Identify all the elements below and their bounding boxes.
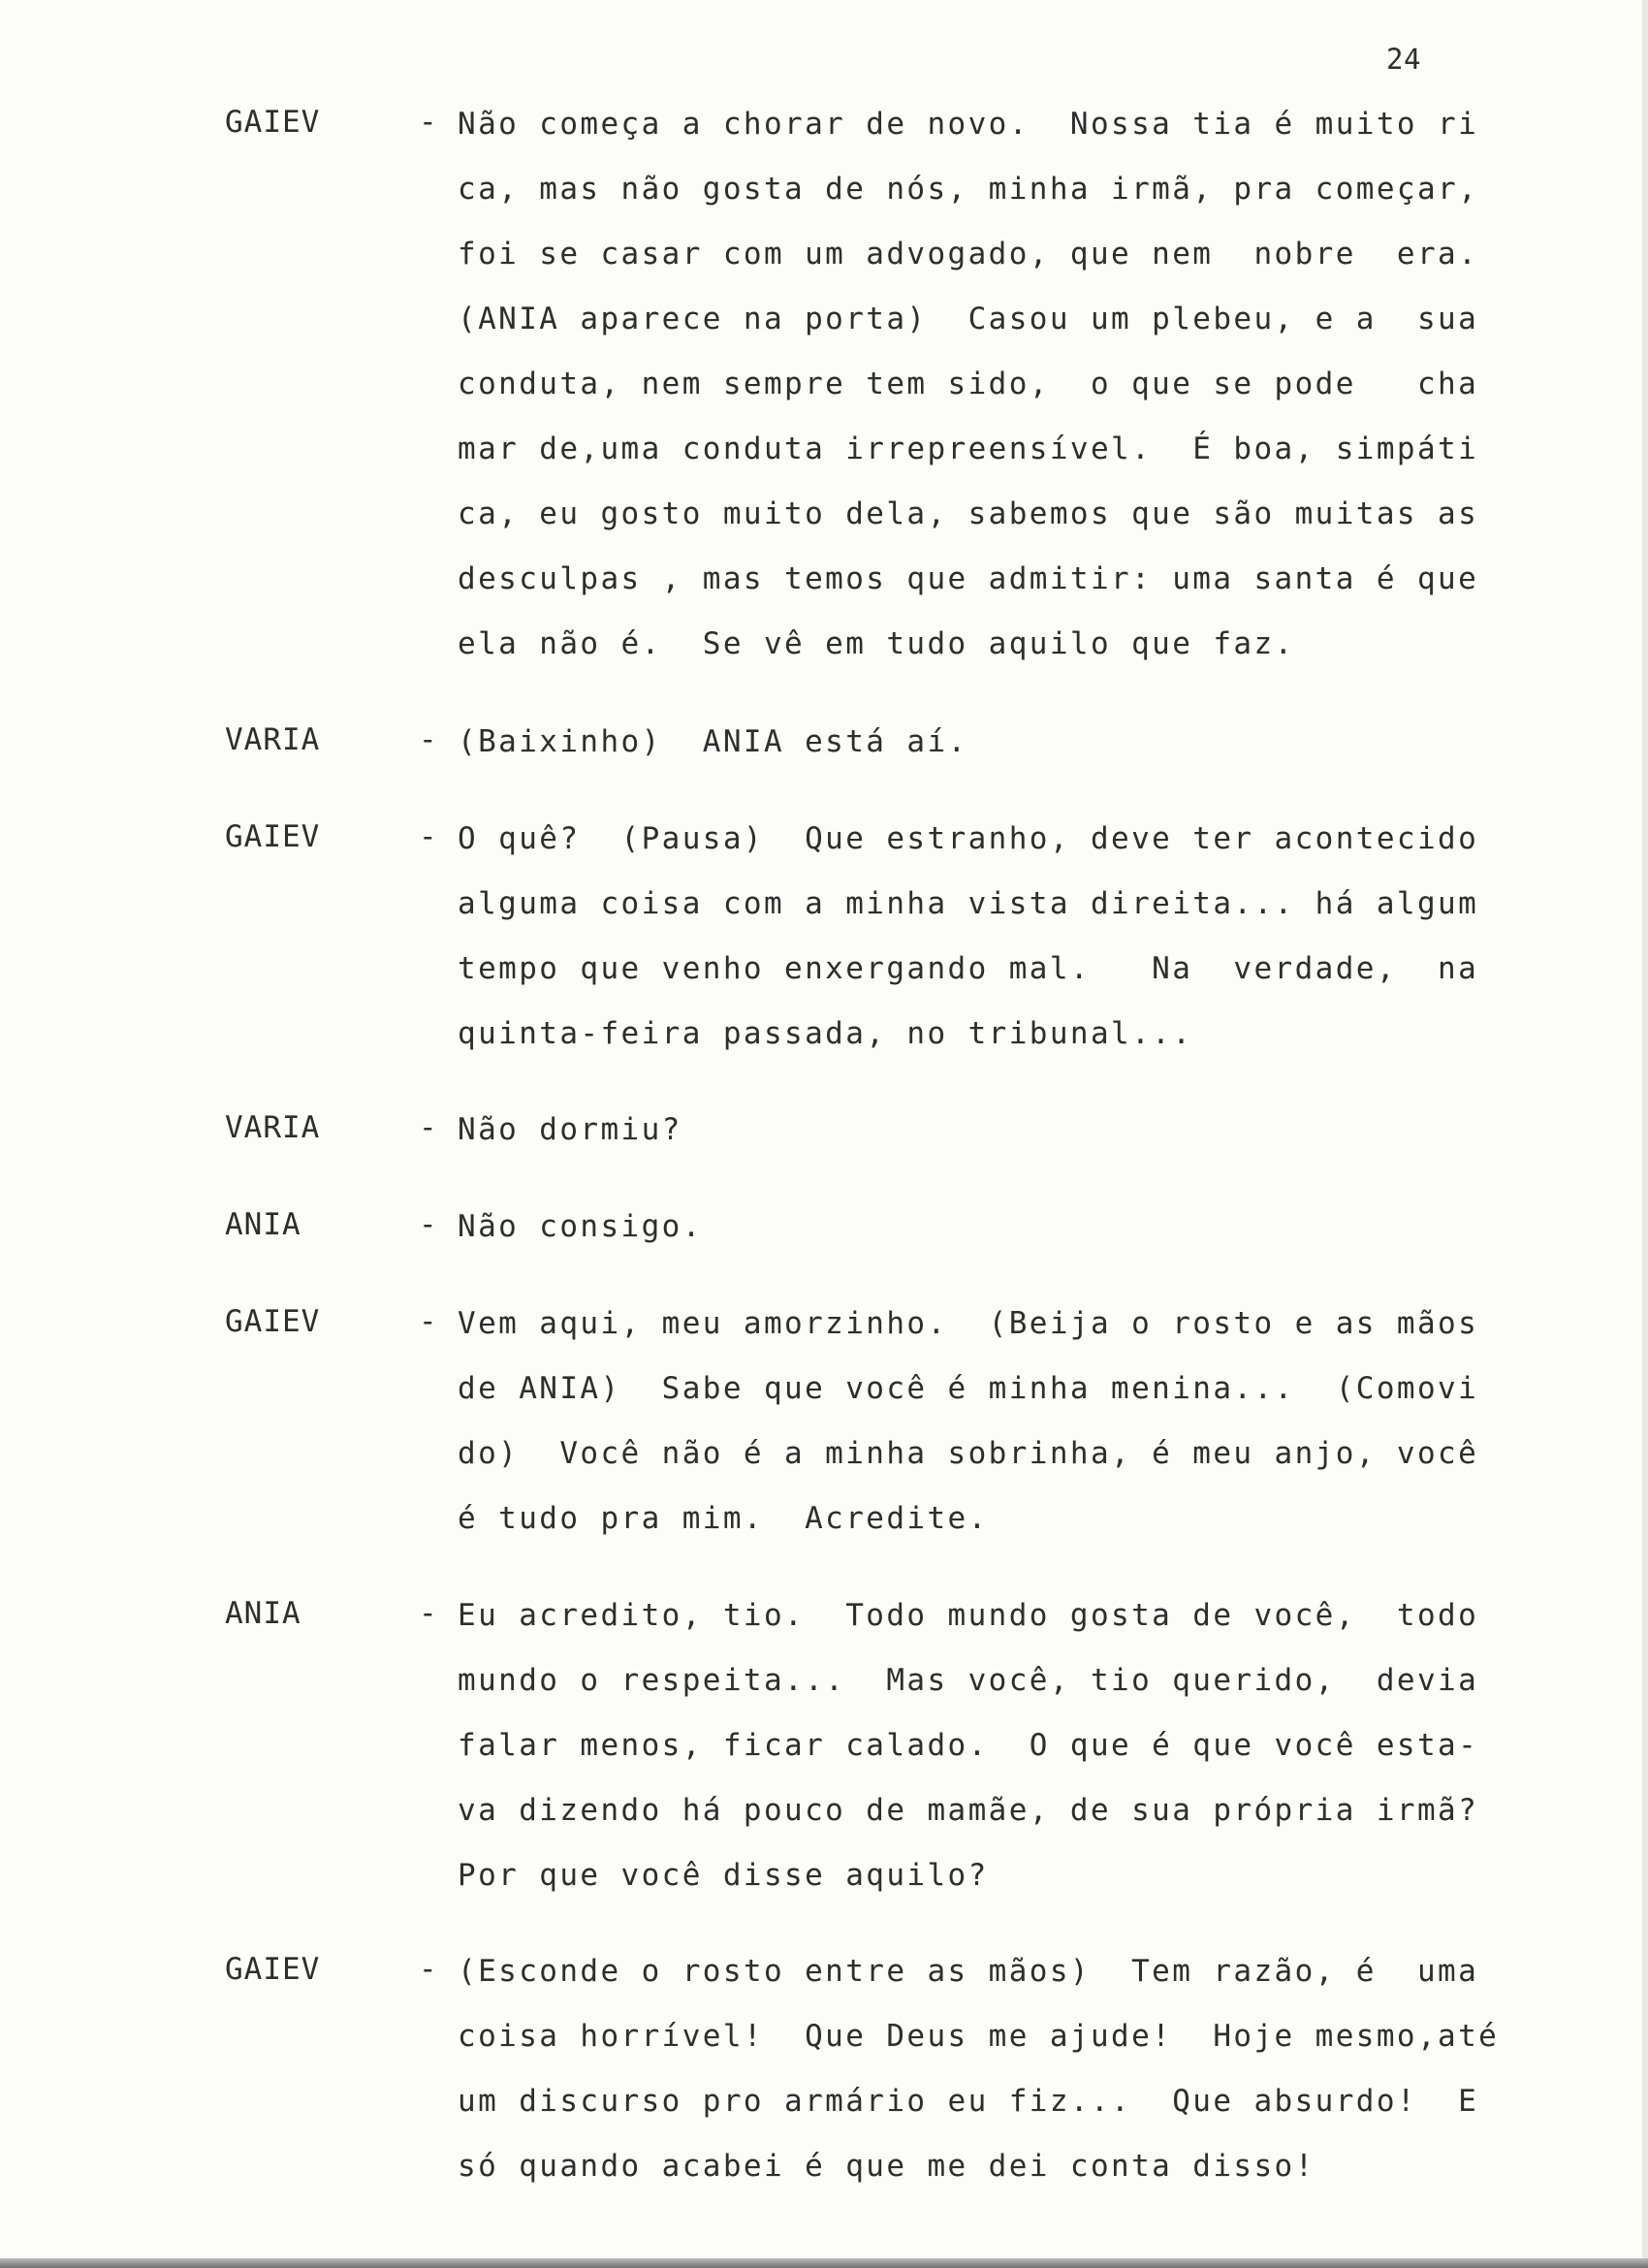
dialogue-dash: - [419,1304,437,1339]
speech-line: Vem aqui, meu amorzinho. (Beija o rosto e as mãos [458,1306,1479,1341]
speech-line: desculpas , mas temos que admitir: uma santa é que [458,561,1479,596]
speech-line: é tudo pra mim. Acredite. [458,1501,989,1536]
speech-text [458,722,1446,787]
speech-line: ela não é. Se vê em tudo aquilo que faz. [458,626,1295,661]
speaker-name: ANIA [225,1207,301,1242]
speech-line: falar menos, ficar calado. O que é que você esta- [458,1728,1479,1763]
dialogue-dash: - [419,819,437,854]
speech-text [458,819,1479,1079]
speech-line: um discurso pro armário eu fiz... Que absurdo! E [458,2084,1479,2119]
speaker-name: GAIEV [225,105,321,140]
speech-line: va dizendo há pouco de mamãe, de sua própria irmã? [458,1793,1479,1828]
speech-line: Não consigo. [458,1209,703,1244]
scan-bottom-edge [0,2258,1648,2268]
speech-text [458,1304,1479,1564]
speech-line: foi se casar com um advogado, que nem nobre era. [458,237,1479,272]
dialogue-dash: - [419,1952,437,1987]
speech-line: conduta, nem sempre tem sido, o que se pode cha [458,367,1479,401]
speech-line: de ANIA) Sabe que você é minha menina... (Comovi [458,1371,1479,1406]
page-edge [1642,0,1648,2268]
speech-line: O quê? (Pausa) Que estranho, deve ter acontecido [458,821,1479,856]
speaker-name: ANIA [225,1596,301,1631]
speech-line: coisa horrível! Que Deus me ajude! Hoje mesmo,até [458,2019,1500,2054]
dialogue-dash: - [419,1110,437,1145]
speech-line: (Baixinho) ANIA está aí. [458,724,968,759]
speech-line: do) Você não é a minha sobrinha, é meu anjo, você [458,1436,1479,1471]
speech-line: Por que você disse aquilo? [458,1858,989,1893]
speech-line: Eu acredito, tio. Todo mundo gosta de você, todo [458,1598,1479,1633]
speaker-name: GAIEV [225,1952,321,1987]
speech-line: alguma coisa com a minha vista direita... há algum [458,886,1479,921]
dialogue-dash: - [419,105,437,140]
speaker-name: VARIA [225,1110,321,1145]
speaker-name: VARIA [225,722,321,757]
speech-text [458,1110,1446,1175]
speech-text [458,1207,1446,1272]
speech-line: tempo que venho enxergando mal. Na verdade, na [458,951,1479,986]
speech-line: só quando acabei é que me dei conta disso! [458,2149,1315,2184]
speech-line: ca, mas não gosta de nós, minha irmã, pra começar, [458,172,1479,207]
dialogue-dash: - [419,722,437,757]
speaker-name: GAIEV [225,819,321,854]
dialogue-dash: - [419,1596,437,1631]
speech-line: quinta-feira passada, no tribunal... [458,1016,1193,1051]
speech-line: ca, eu gosto muito dela, sabemos que são muitas as [458,496,1479,531]
speech-line: mundo o respeita... Mas você, tio querido, devia [458,1663,1479,1698]
speech-line: (Esconde o rosto entre as mãos) Tem razão, é uma [458,1954,1479,1989]
speech-line: mar de,uma conduta irrepreensível. É boa, simpáti [458,431,1479,466]
speech-line: Não dormiu? [458,1112,682,1147]
speech-text [458,105,1479,689]
speaker-name: GAIEV [225,1304,321,1339]
speech-text [458,1596,1479,1921]
speech-text [458,1952,1500,2212]
speech-line: Não começa a chorar de novo. Nossa tia é muito ri [458,107,1479,142]
page-number: 24 [1386,43,1421,76]
speech-line: (ANIA aparece na porta) Casou um plebeu, e a sua [458,302,1479,336]
dialogue-dash: - [419,1207,437,1242]
